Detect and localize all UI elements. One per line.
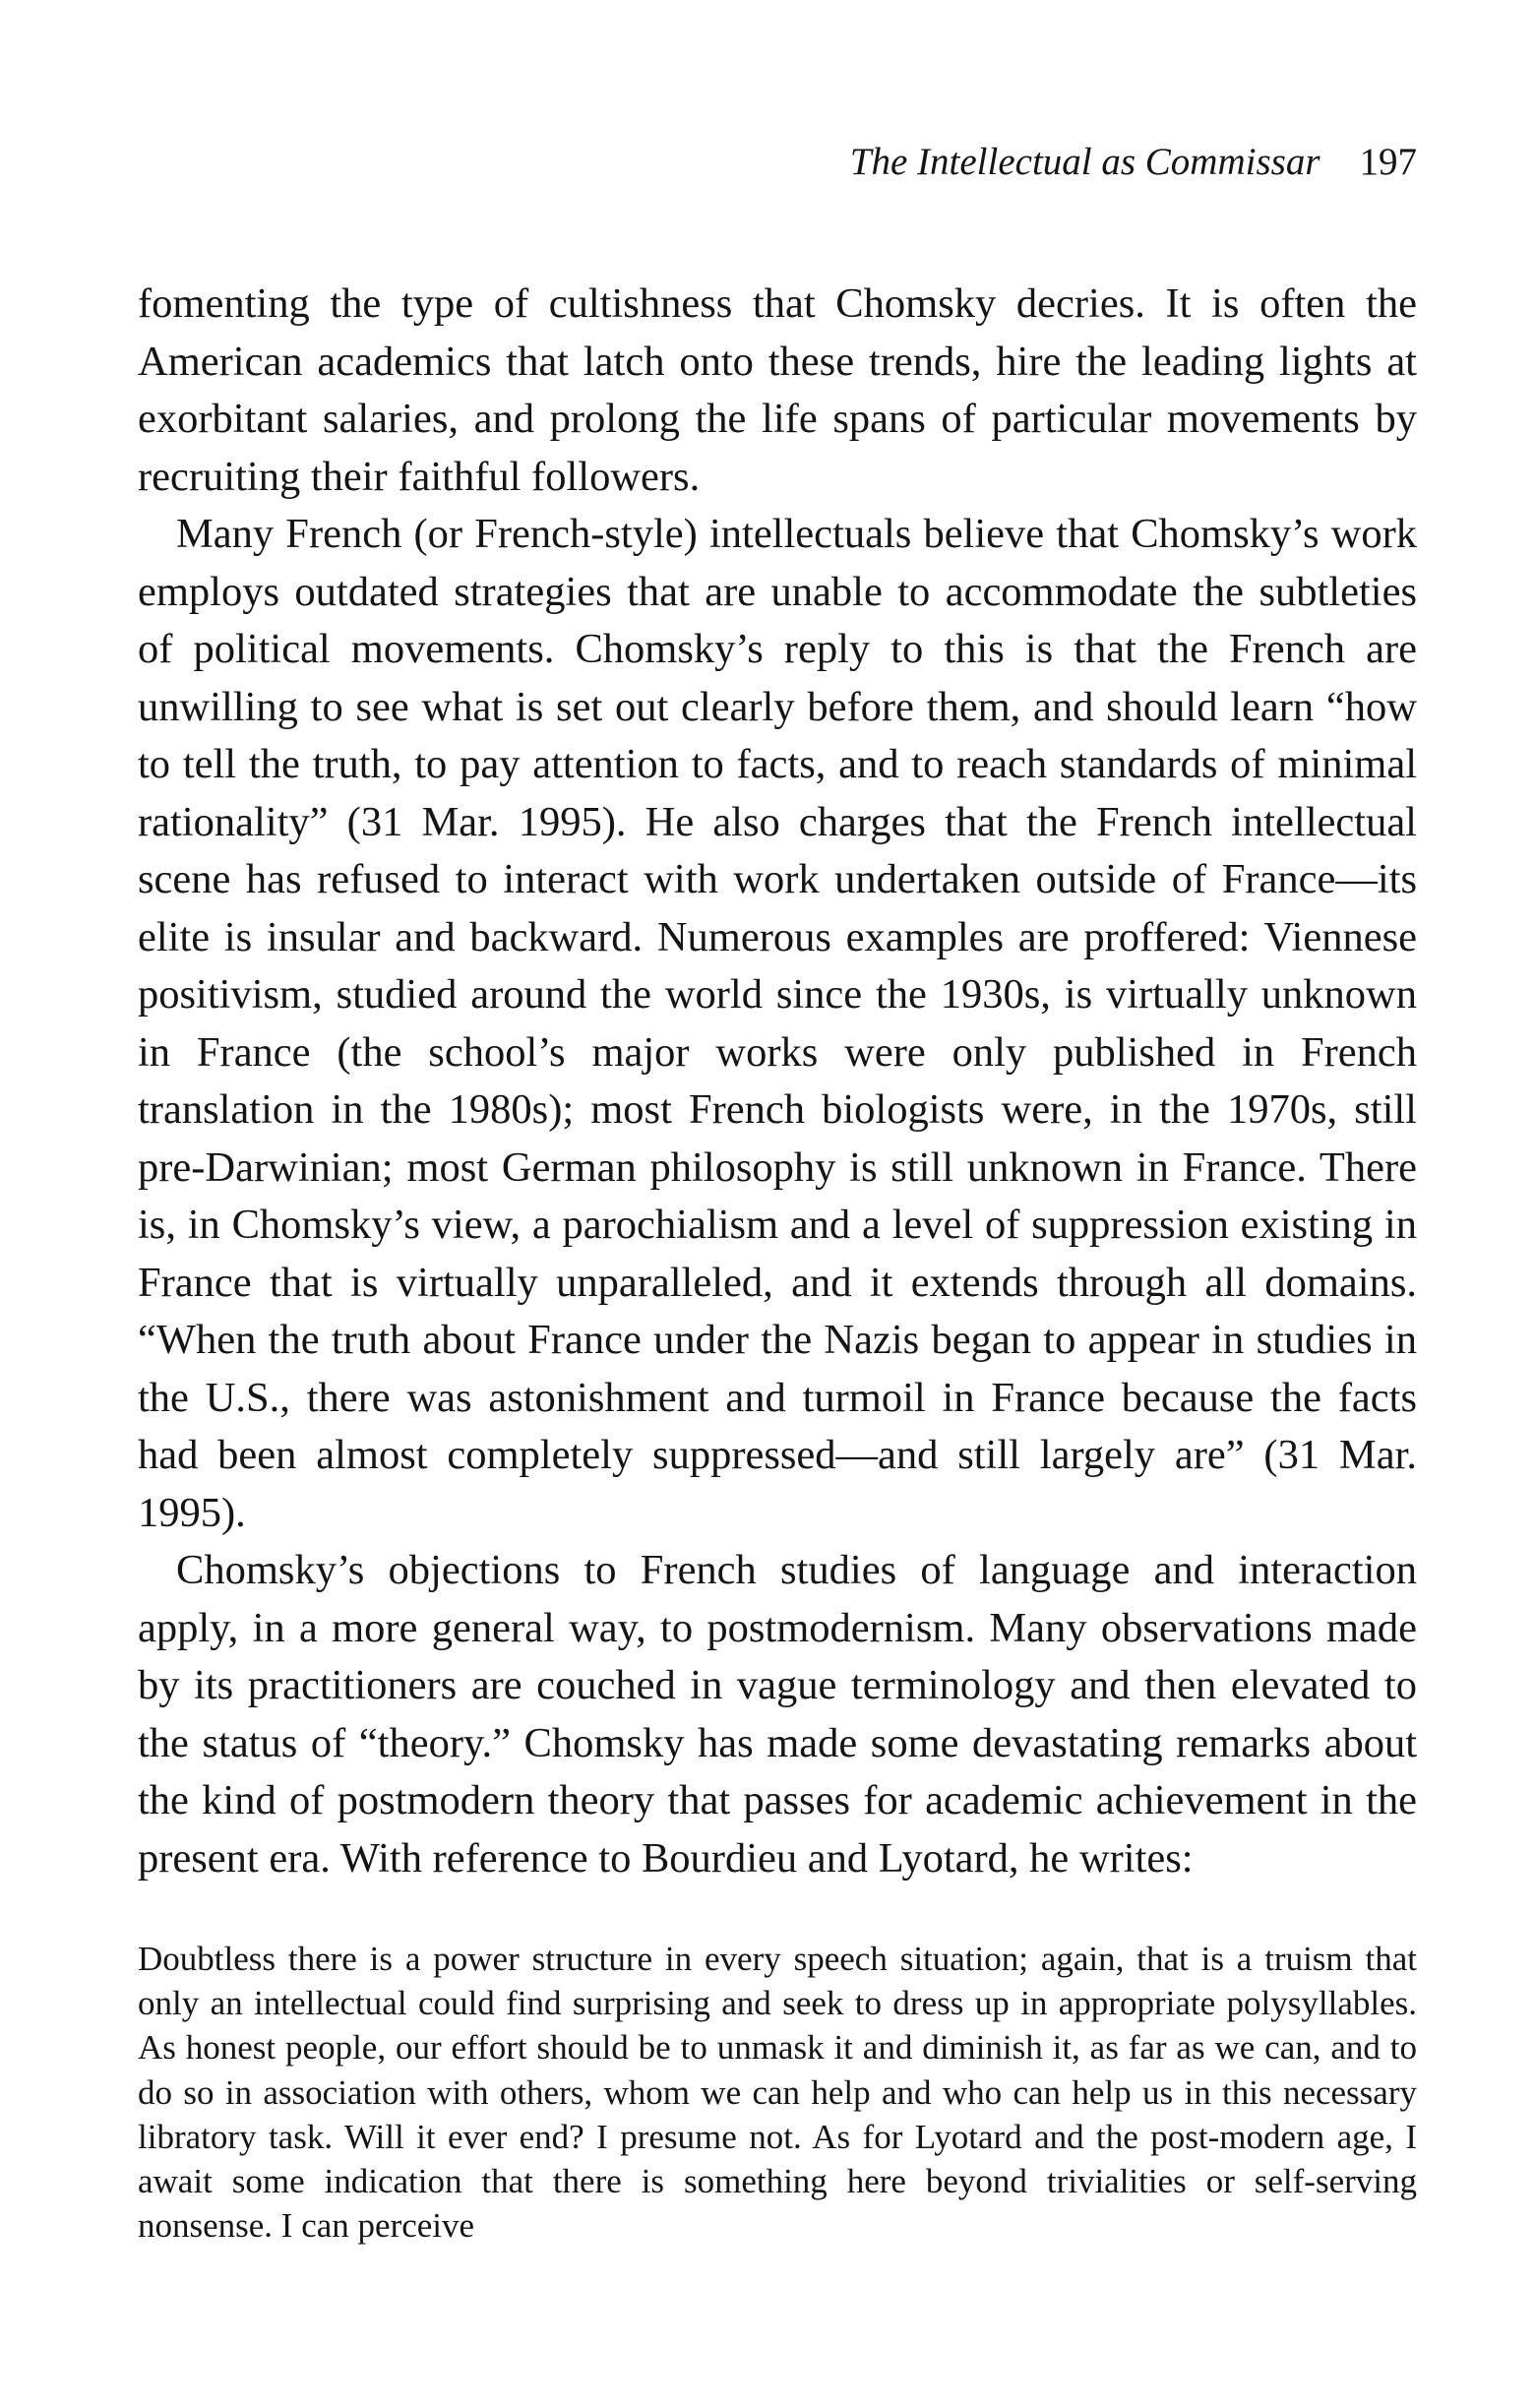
block-quote — [138, 1937, 1417, 2248]
paragraph-3: Chomsky’s objections to French studies of language and interaction apply, in a more general way, to postmodernism. Many observations made by its practitioners are couched in vague terminology and then elevated to the status of “theory.” Chomsky has made some devastating remarks about the kind of postmodern theory that passes for academic achievement in the present era. With reference to Bourdieu and Lyotard, he writes: — [138, 1547, 1417, 1882]
block-quote-text: Doubtless there is a power structure in every speech situation; again, that is a truism that only an intellectual could find surprising and seek to dress up in appropriate polysyllables. As honest people, our effort should be to unmask it and diminish it, as far as we can, and to do so in association with others, whom we can help and who can help us in this necessary libratory task. Will it ever end? I presume not. As for Lyotard and the post-modern age, I await some indication that there is something here beyond trivialities or self-serving nonsense. I can perceive — [138, 1940, 1417, 2246]
paragraph-2: Many French (or French-style) intellectuals believe that Chomsky’s work employs outdated strategies that are unable to accommodate the subtleties of political movements. Chomsky’s reply to this is that the French are unwilling to see what is set out clearly before them, and should learn “how to tell the truth, to pay attention to facts, and to reach standards of minimal rationality” (31 Mar. 1995). He also charges that the French intellectual scene has refused to interact with work undertaken outside of France—its elite is insular and backward. Numerous examples are proffered: Viennese positivism, studied around the world since the 1930s, is virtually unknown in France (the school’s major works were only published in French translation in the 1980s); most French biologists were, in the 1970s, still pre-Darwinian; most German philosophy is still unknown in France. There is, in Chomsky’s view, a parochialism and a level of suppression existing in France that is virtually unparalleled, and it extends through all domains. “When the truth about France under the Nazis began to appear in studies in the U.S., there was astonishment and turmoil in France because the facts had been almost completely suppressed—and still largely are” (31 Mar. 1995). — [138, 511, 1417, 1536]
running-head-title: The Intellectual as Commissar — [849, 141, 1320, 183]
page-number: 197 — [1359, 141, 1417, 183]
running-head — [138, 140, 1417, 185]
paragraph-1: fomenting the type of cultishness that Chomsky decries. It is often the American academics that latch onto these trends, hire the leading lights at exorbitant salaries, and prolong the life spans of particular movements by recruiting their faithful followers. — [138, 280, 1417, 500]
body-text — [138, 276, 1417, 1887]
